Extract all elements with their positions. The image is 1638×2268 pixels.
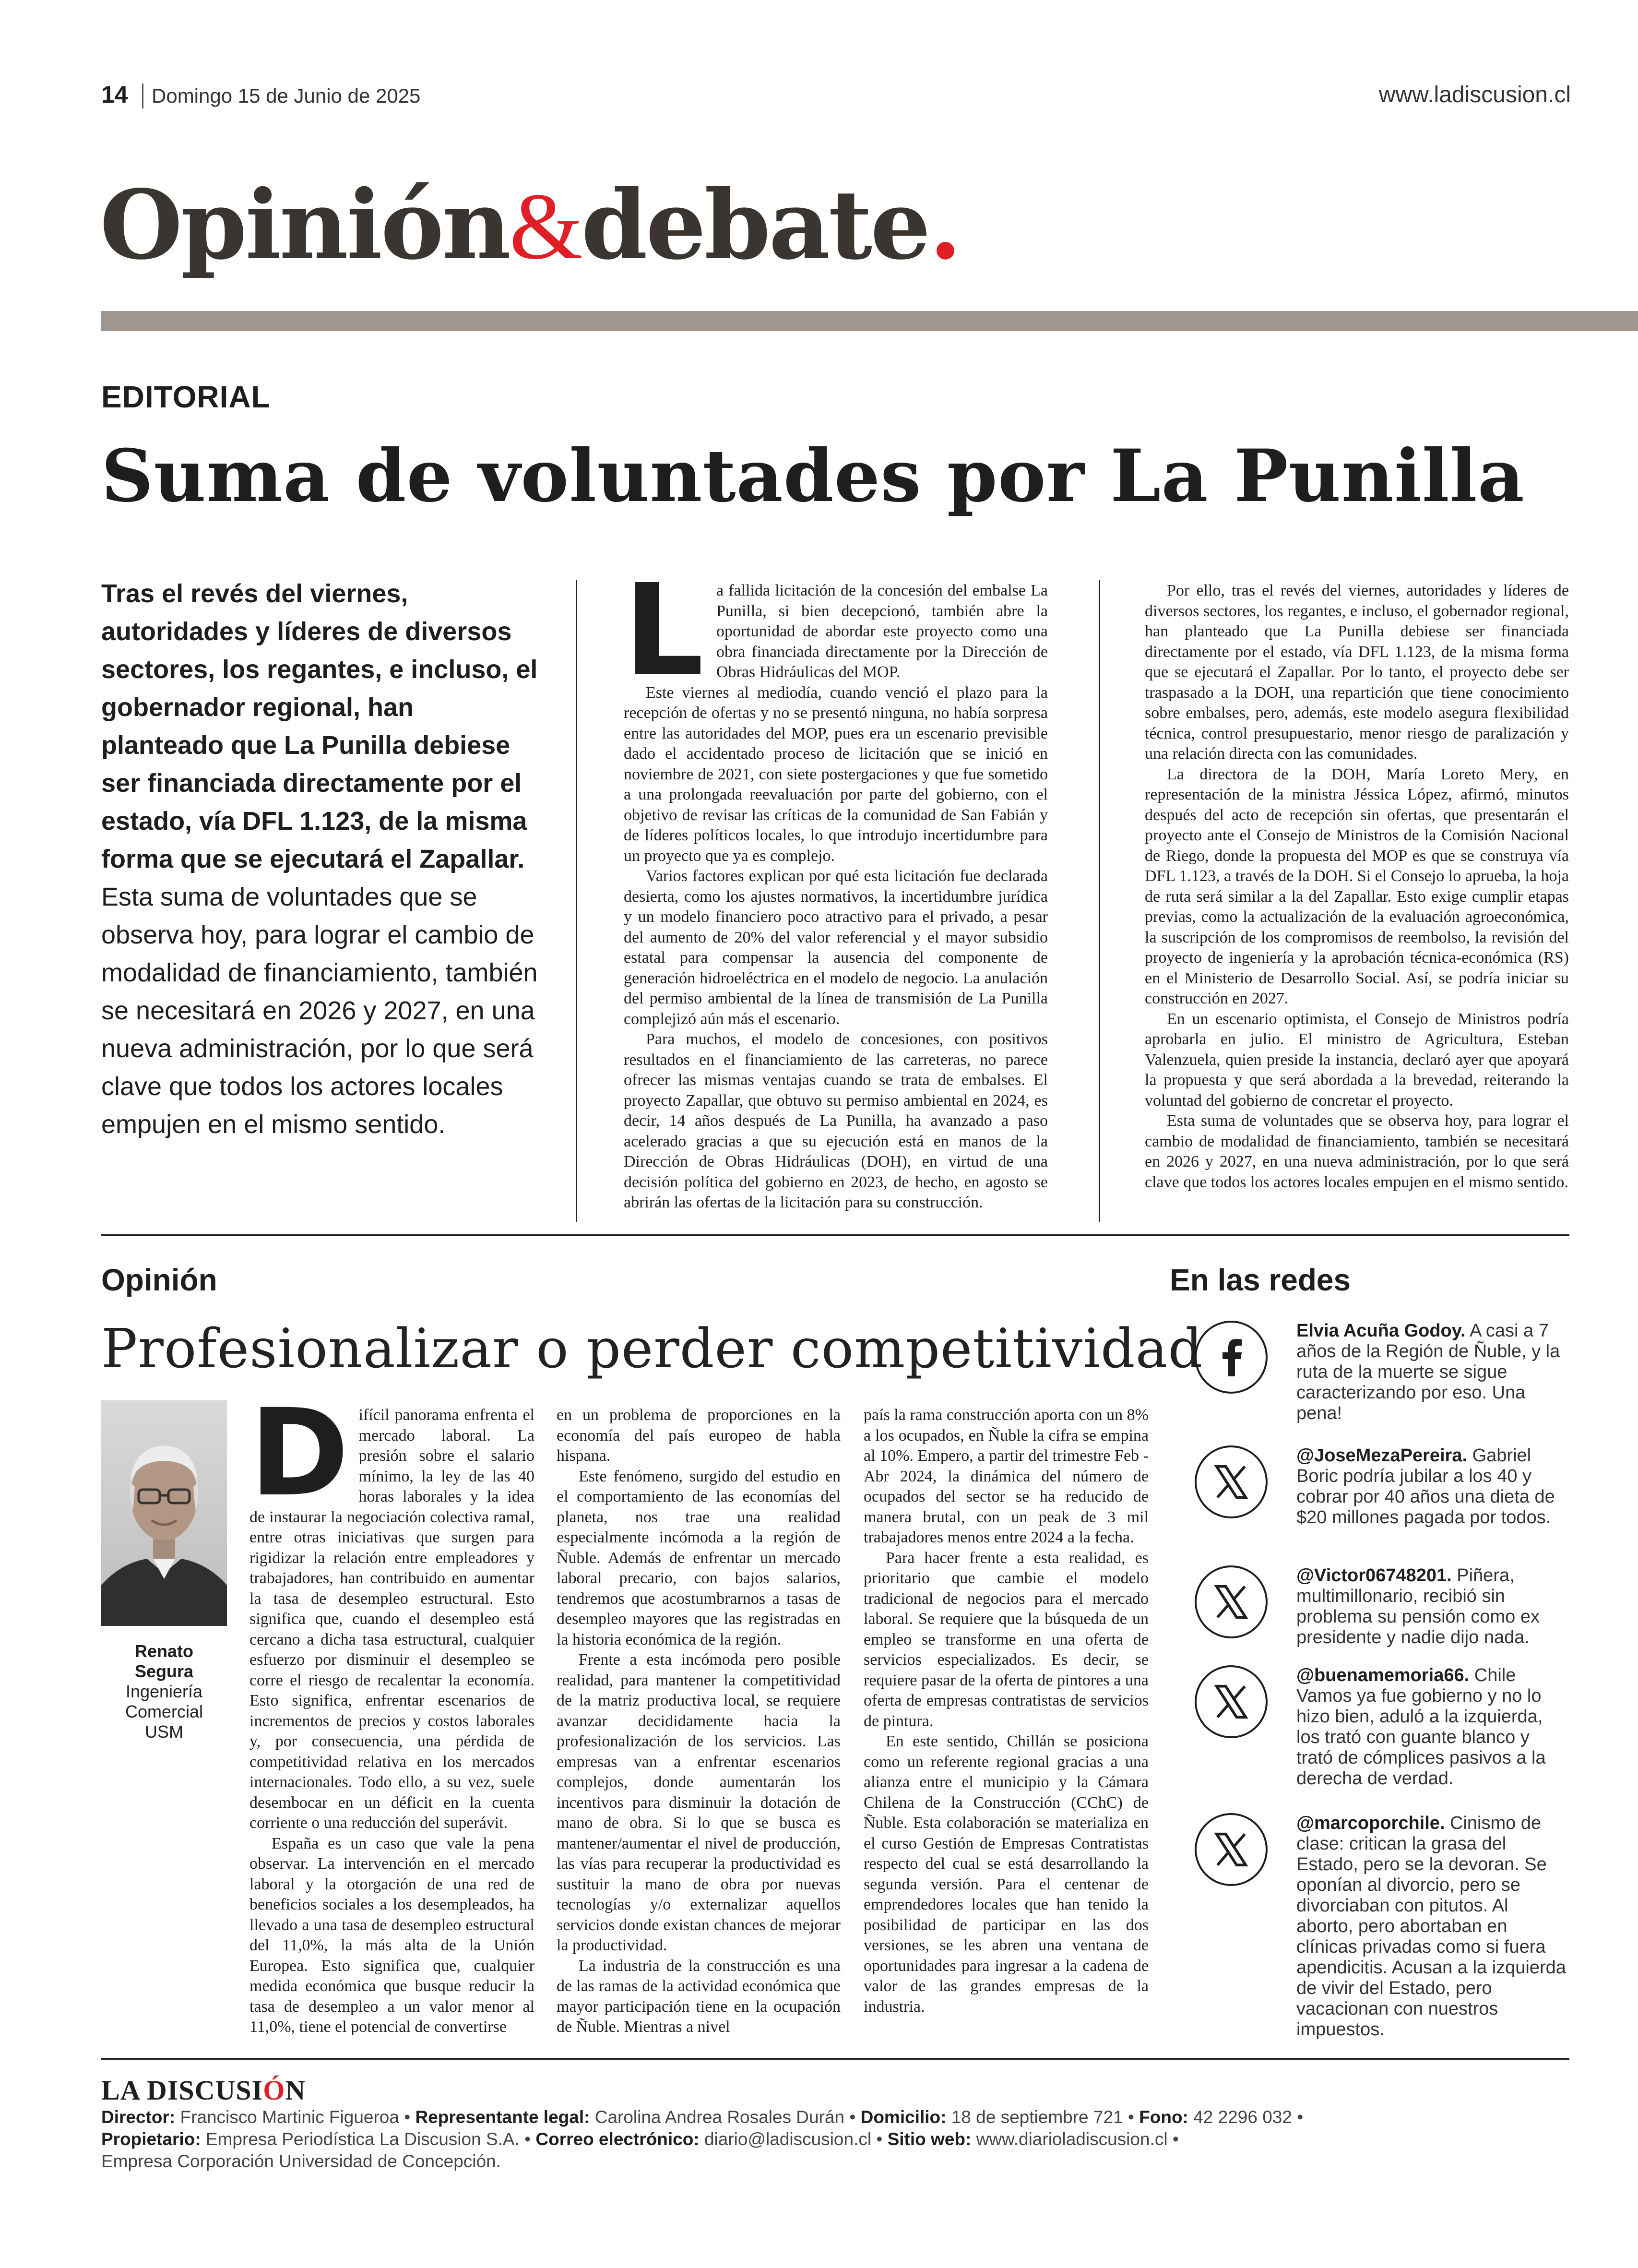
redes-post: [1296, 1565, 1570, 1648]
paragraph: La industria de la construcción es una de las ramas de la actividad económica que mayor participación tiene en la ocupación de Ñuble. Mientras a nivel: [557, 1957, 841, 2036]
section-title-part-1: Opinión: [100, 169, 510, 281]
footer-value: 18 de septiembre 721 •: [946, 2107, 1139, 2127]
opinion-dropcap: D: [249, 1383, 349, 1523]
editorial-lead: [101, 575, 538, 1144]
footer-value: Carolina Andrea Rosales Durán •: [590, 2107, 861, 2127]
paragraph: Este fenómeno, surgido del estudio en el comportamiento de las economías del planeta, nos trae una realidad especialmente incómoda a la región de Ñuble. Además de enfrentar un mercado laboral precario, con bajos salarios, tendremos que acostumbrarnos a tasas de desempleo mayores que las registradas en la historia económica de la región.: [557, 1467, 841, 1648]
redes-label: En las redes: [1170, 1263, 1351, 1297]
redes-post-text: Chile Vamos ya fue gobierno y no lo hizo bien, aduló a la izquierda, los trató con guante blanco y trató de cómplices pasivos a la derecha de verdad.: [1296, 1665, 1546, 1789]
author-role: [101, 1682, 227, 1742]
editorial-column-1: [624, 557, 1048, 1213]
opinion-headline: Profesionalizar o perder competitividad: [101, 1318, 1203, 1380]
editorial-dropcap: L: [624, 557, 704, 704]
paragraph: Para muchos, el modelo de concesiones, con positivos resultados en el financiamiento de las carreteras, no parece ofrecer las mismas ventajas cuando se trata de embalses. El proyecto Zapallar, que obtuvo su permiso ambiental en 2024, es decir, 14 años después de La Punilla, ha avanzado a paso acelerado gracias a que su ejecución está en manos de la Dirección de Obras Hidráulicas (DOH), en virtud de una decisión política del gobierno en 2023, de hecho, en agosto se abrirán las ofertas de la licitación para su construcción.: [624, 1030, 1048, 1211]
author-photo: [101, 1400, 227, 1626]
editorial-lead-bold: Tras el revés del viernes, autoridades y líderes de diversos sectores, los regantes, e incluso, el gobernador regional, han planteado que La Punilla debiese ser financiada directamente por el estado, vía DFL 1.123, de la misma forma que se ejecutará el Zapallar.: [101, 579, 538, 873]
author-role-line: Comercial: [125, 1702, 203, 1721]
redes-handle[interactable]: @Victor06748201.: [1296, 1565, 1452, 1586]
editorial-column-2: [1145, 581, 1569, 1193]
paragraph: a fallida licitación de la concesión del embalse La Punilla, si bien decepcionó, también abre la oportunidad de abordar este proyecto como una obra financiada directamente por la Dirección de Obras Hidráulicas del MOP.: [716, 582, 1048, 681]
author-name: [101, 1641, 227, 1682]
redes-handle[interactable]: @buenamemoria66.: [1296, 1665, 1470, 1685]
paragraph: En este sentido, Chillán se posiciona como un referente regional gracias a una alianza entre el municipio y la Cámara Chilena de la Construcción (CChC) de Ñuble. Esta colaboración se materializa en el curso Gestión de Empresas Contratistas respecto del cual se está desarrollando la segunda versión. Para el centenar de emprendedores locales que han tenido la posibilidad de participar en las dos versiones, se les abren una ventana de oportunidades para ingresar a la cadena de valor de las grandes empresas de la industria.: [864, 1732, 1149, 2016]
redes-post-text: Piñera, multimillonario, recibió sin problema su pensión como ex presidente y nadie dijo nada.: [1296, 1565, 1540, 1647]
column-divider: [576, 580, 577, 1222]
footer-email[interactable]: diario@ladiscusion.cl •: [699, 2129, 888, 2149]
author-last-name: Segura: [134, 1661, 194, 1681]
paragraph: Por ello, tras el revés del viernes, autoridades y líderes de diversos sectores, los regantes, e incluso, el gobernador regional, han planteado que La Punilla debiese ser financiada directamente por el estado, vía DFL 1.123, de la misma forma que se ejecutará el Zapallar. Por lo tanto, el proyecto debe ser traspasado a la DOH, una repartición que tiene conocimiento sobre embalses, pero, además, este modelo asegura flexibilidad técnica, control presupuestario, menor riesgo de paralización y una relación directa con las comunidades.: [1145, 582, 1569, 763]
redes-post: [1296, 1321, 1570, 1424]
paragraph: en un problema de proporciones en la economía del país europeo de habla hispana.: [557, 1406, 841, 1465]
footer-label: Representante legal:: [415, 2107, 590, 2127]
paragraph: Esta suma de voluntades que se observa hoy, para lograr el cambio de modalidad de financiamiento, también se necesitará en 2026 y 2027, en una nueva administración, por lo que será clave que todos los actores locales empujen en el mismo sentido.: [1145, 1112, 1569, 1191]
editorial-label: EDITORIAL: [101, 380, 271, 414]
footer-label: Sitio web:: [887, 2129, 972, 2149]
footer-credits-line: [101, 2129, 1179, 2150]
redes-post: [1296, 1665, 1570, 1789]
footer-label: Propietario:: [101, 2129, 201, 2149]
x-icon[interactable]: [1195, 1445, 1268, 1518]
page-date: Domingo 15 de Junio de 2025: [152, 84, 421, 107]
footer-label: Director:: [101, 2107, 176, 2127]
paragraph: Para hacer frente a esta realidad, es prioritario que cambie el modelo tradicional de negocios para el mercado laboral. Se requiere que la búsqueda de un empleo se transforme en una oferta de servicios especializados. Es decir, se requiere pasar de la oferta de pintores a una oferta de empresas contratistas de servicios de pintura.: [864, 1549, 1149, 1730]
paragraph: Este viernes al mediodía, cuando venció el plazo para la recepción de ofertas y no se presentó ninguna, no había sorpresa entre las autoridades del MOP, pues era un escenario previsible dado el accidentado proceso de licitación que se inició en noviembre de 2021, con siete postergaciones y que fue sometido a una prolongada reevaluación por parte del gobierno, con el objetivo de revisar las críticas de la comunidad de San Fabián y de líderes políticos locales, lo que introdujo incertidumbre para un proyecto que ya es complejo.: [624, 683, 1048, 865]
redes-handle[interactable]: @JoseMezaPereira.: [1296, 1445, 1468, 1466]
paragraph: país la rama construcción aporta con un 8% a los ocupados, en Ñuble la cifra se empina al 10%. Empero, a partir del trimestre Feb - Abr 2024, la dinámica del número de ocupados del sector se ha reducido de manera brutal, con un peak de 3 mil trabajadores menos entre 2024 a la fecha.: [864, 1406, 1149, 1546]
author-role-line: USM: [145, 1722, 183, 1742]
footer-label: Domicilio:: [860, 2107, 947, 2127]
x-icon[interactable]: [1195, 1813, 1268, 1886]
redes-post-text: A casi a 7 años de la Región de Ñuble, y la ruta de la muerte se sigue caracterizando por eso. Una pena!: [1296, 1321, 1560, 1423]
x-icon[interactable]: [1195, 1565, 1268, 1638]
newspaper-logo[interactable]: [101, 2074, 306, 2106]
paragraph: España es un caso que vale la pena observar. La intervención en el mercado laboral y la otorgación de una red de beneficios sociales a los desempleados, ha llevado a una tasa de desempleo estructural del 11,0%, la más alta de la Unión Europea. Esto significa que, cualquier medida económica que busque reducir la tasa de desempleo a un valor menor al 11,0%, tiene el potencial de convertirse: [249, 1834, 534, 2036]
opinion-label: Opinión: [101, 1263, 217, 1297]
section-title: [100, 169, 960, 281]
logo-text-2: N: [285, 2075, 306, 2106]
opinion-column-3: [864, 1405, 1149, 2017]
column-divider: [1099, 580, 1100, 1222]
paragraph: En un escenario optimista, el Consejo de Ministros podría aprobarla en julio. El ministro de Agricultura, Esteban Valenzuela, quien preside la instancia, declaró ayer que apoyará la propuesta y que será abordada a la brevedad, reiterando la voluntad del gobierno de concretar el proyecto.: [1145, 1010, 1569, 1110]
x-icon[interactable]: [1195, 1665, 1268, 1738]
facebook-icon[interactable]: [1195, 1321, 1268, 1394]
paragraph: La directora de la DOH, María Loreto Mery, en representación de la ministra Jéssica López, afirmó, minutos después del acto de recepción sin ofertas, que presentarán el proyecto ante el Consejo de Ministros de la Comisión Nacional de Riego, donde la propuesta del MOP es que se construya vía DFL 1.123, a través de la DOH. Si el Consejo lo aprueba, la hoja de ruta será similar a la del Zapallar. Esto exige cumplir etapas previas, como la actualización de la evaluación agroeconómica, la suscripción de los compromisos de reembolso, la revisión del proyecto de ingeniería y la aprobación técnica-económica (RS) en el Ministerio de Desarrollo Social. Así, se podría iniciar su construcción en 2027.: [1145, 765, 1569, 1007]
footer-credits-line: [101, 2107, 1303, 2128]
header-separator: [142, 84, 143, 108]
redes-post: [1296, 1813, 1570, 2040]
footer-credits-line: Empresa Corporación Universidad de Concepción.: [101, 2151, 501, 2171]
section-divider: [101, 1234, 1569, 1236]
site-url[interactable]: www.ladiscusion.cl: [1378, 82, 1571, 107]
redes-handle[interactable]: @marcoporchile.: [1296, 1813, 1445, 1833]
section-title-part-2: debate: [581, 169, 929, 281]
footer-label: Fono:: [1139, 2107, 1188, 2127]
author-role-line: Ingeniería: [125, 1682, 203, 1701]
section-title-dot: .: [928, 169, 960, 281]
footer-value: Francisco Martinic Figueroa •: [175, 2107, 415, 2127]
footer-website[interactable]: www.diarioladiscusion.cl •: [971, 2129, 1179, 2149]
section-title-ampersand: &: [509, 174, 582, 279]
redes-post-text: Gabriel Boric podría jubilar a los 40 y cobrar por 40 años una dieta de $20 millones pagada por todos.: [1296, 1445, 1555, 1528]
opinion-column-2: [557, 1405, 841, 2038]
redes-post: [1296, 1445, 1570, 1528]
logo-text-accent: Ó: [263, 2075, 285, 2106]
editorial-lead-regular: Esta suma de voluntades que se observa hoy, para lograr el cambio de modalidad de financiamiento, también se necesitará en 2026 y 2027, en una nueva administración, por lo que será clave que todos los actores locales empujen en el mismo sentido.: [101, 883, 538, 1139]
paragraph: Frente a esta incómoda pero posible realidad, para mantener la competitividad de la matriz productiva local, se requiere avanzar decididamente hacia la profesionalización de los servicios. Las empresas van a enfrentar escenarios complejos, donde aumentarán los incentivos para disminuir la dotación de mano de obra. Si lo que se busca es mantener/aumentar el nivel de producción, las vías para recuperar la productividad es sustituir la mano de obra por nuevas tecnologías y/o externalizar aquellos servicios donde existan chances de mejorar la productividad.: [557, 1651, 841, 1954]
redes-post-text: Cinismo de clase: critican la grasa del Estado, pero se la devoran. Se oponían al divorcio, pero se divorciaban con pitutos. Al aborto, pero abortaban en clínicas privadas como si fuera apendicitis. Acusan a la izquierda de vivir del Estado, pero vacacionan con nuestros impuestos.: [1296, 1813, 1566, 2040]
editorial-headline: Suma de voluntades por La Punilla: [101, 434, 1525, 518]
footer-value: 42 2296 032 •: [1188, 2107, 1304, 2127]
footer-divider: [101, 2058, 1569, 2060]
paragraph: ifícil panorama enfrenta el mercado laboral. La presión sobre el salario mínimo, la ley de las 40 horas laborales y la idea de instaurar la negociación colectiva ramal, entre otras iniciativas que surgen para rigidizar la relación entre empleadores y trabajadores, han contribuido en aumentar la tasa de desempleo estructural. Esto significa que, cuando el desempleo está cercano a dicha tasa estructural, cualquier esfuerzo por disminuir el desempleo se corre el riesgo de recalentar la economía. Esto significa, enfrentar escenarios de incrementos de precios y costos laborales y, por consecuencia, una pérdida de competitividad relativa en los mercados internacionales. Todo ello, a su vez, suele desembocar en un déficit en la cuenta corriente o una reducción del superávit.: [249, 1406, 534, 1832]
opinion-column-1: [249, 1383, 534, 2038]
footer-label: Correo electrónico:: [535, 2129, 700, 2149]
logo-text-1: LA DISCUSI: [101, 2075, 263, 2106]
footer-value: Empresa Periodística La Discusion S.A. •: [201, 2129, 536, 2149]
author-first-name: Renato: [134, 1641, 193, 1661]
header-divider-bar: [101, 311, 1638, 331]
page-number: 14: [101, 81, 128, 108]
redes-handle[interactable]: Elvia Acuña Godoy.: [1296, 1321, 1466, 1341]
paragraph: Varios factores explican por qué esta licitación fue declarada desierta, como los ajustes normativos, la incertidumbre jurídica y un modelo financiero poco atractivo para el privado, a pesar del aumento de 20% del valor referencial y el mayor subsidio estatal para compensar la ausencia del componente de generación hidroeléctrica en el modelo de negocio. La anulación del permiso ambiental de la línea de transmisión de La Punilla complejizó aún más el escenario.: [624, 867, 1048, 1028]
